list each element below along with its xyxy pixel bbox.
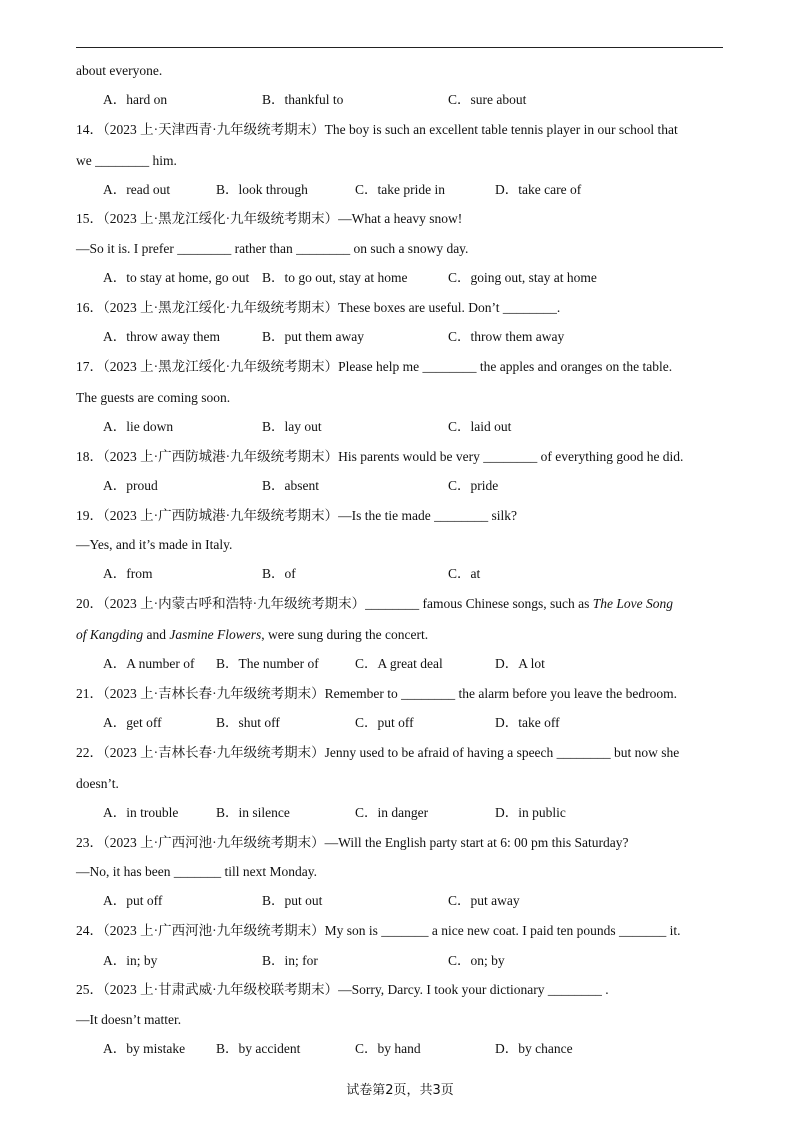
- question-source: （2023 上·广西河池·九年级统考期末）: [103, 835, 325, 850]
- question-number: 24．: [76, 923, 103, 938]
- option-b: B．put them away: [262, 329, 364, 344]
- question-22-line2: doesn’t.: [76, 776, 119, 791]
- option-b: B．of: [262, 566, 296, 581]
- question-stem: His parents would be very ________ of everything good he did.: [338, 449, 684, 464]
- option-c: C．sure about: [448, 92, 527, 107]
- option-a: A．A number of: [103, 656, 195, 671]
- question-number: 25．: [76, 982, 103, 997]
- option-b: B．The number of: [216, 656, 319, 671]
- question-15-line2: —So it is. I prefer ________ rather than ________ on such a snowy day.: [76, 241, 469, 256]
- option-b: B．thankful to: [262, 92, 344, 107]
- option-a: A．in; by: [103, 953, 158, 968]
- option-b: B．look through: [216, 182, 308, 197]
- option-b: B．shut off: [216, 715, 280, 730]
- option-d: D．in public: [495, 805, 566, 820]
- question-14-line2: we ________ him.: [76, 153, 177, 168]
- option-a: A．get off: [103, 715, 162, 730]
- header-rule: [76, 47, 723, 48]
- option-a: A．from: [103, 566, 153, 581]
- option-c: C．pride: [448, 478, 499, 493]
- question-23: [76, 834, 629, 852]
- question-number: 20．: [76, 596, 103, 611]
- option-a: A．in trouble: [103, 805, 179, 820]
- question-19-line2: —Yes, and it’s made in Italy.: [76, 537, 233, 552]
- option-c: C．by hand: [355, 1041, 421, 1056]
- question-stem: —What a heavy snow!: [338, 211, 463, 226]
- option-d: D．take care of: [495, 182, 582, 197]
- question-source: （2023 上·黑龙江绥化·九年级统考期末）: [103, 211, 339, 226]
- question-number: 17．: [76, 359, 103, 374]
- option-c: C．laid out: [448, 419, 512, 434]
- question-stem: My son is _______ a nice new coat. I paid ten pounds _______ it.: [324, 923, 681, 938]
- option-a: A．throw away them: [103, 329, 220, 344]
- question-source: （2023 上·甘肃武威·九年级校联考期末）: [103, 982, 339, 997]
- question-21: [76, 685, 677, 703]
- question-20: [76, 595, 673, 613]
- option-b: B．lay out: [262, 419, 322, 434]
- option-a: A．proud: [103, 478, 158, 493]
- question-source: （2023 上·吉林长春·九年级统考期末）: [103, 745, 325, 760]
- option-b: B．put out: [262, 893, 323, 908]
- option-c: C．put away: [448, 893, 520, 908]
- option-c: C．throw them away: [448, 329, 565, 344]
- option-a: A．by mistake: [103, 1041, 186, 1056]
- option-a: A．put off: [103, 893, 163, 908]
- option-d: D．take off: [495, 715, 560, 730]
- question-number: 14．: [76, 122, 103, 137]
- question-stem: Jenny used to be afraid of having a speech ________ but now she: [324, 745, 680, 760]
- option-b: B．by accident: [216, 1041, 301, 1056]
- question-17-line2: The guests are coming soon.: [76, 390, 231, 405]
- option-c: C．in danger: [355, 805, 429, 820]
- song-title: of Kangding: [76, 627, 144, 642]
- question-14: [76, 121, 678, 139]
- question-25-line2: —It doesn’t matter.: [76, 1012, 182, 1027]
- option-c: C．put off: [355, 715, 414, 730]
- page-footer: 试卷第2页，共3页: [346, 1083, 454, 1098]
- question-15: [76, 210, 462, 228]
- question-19: [76, 507, 517, 525]
- question-source: （2023 上·黑龙江绥化·九年级统考期末）: [103, 300, 339, 315]
- question-20-line2: of Kangding and Jasmine Flowers, were sung during the concert.: [76, 627, 429, 642]
- question-25: [76, 981, 609, 999]
- question-source: （2023 上·内蒙古呼和浩特·九年级统考期末）: [103, 596, 366, 611]
- question-stem: These boxes are useful. Don’t ________.: [338, 300, 561, 315]
- song-title: The Love Song: [592, 596, 673, 611]
- option-b: B．in; for: [262, 953, 318, 968]
- question-number: 21．: [76, 686, 103, 701]
- option-a: A．hard on: [103, 92, 168, 107]
- question-number: 19．: [76, 508, 103, 523]
- question-23-line2: —No, it has been _______ till next Monday.: [76, 864, 317, 879]
- question-stem: —Sorry, Darcy. I took your dictionary ________ .: [338, 982, 609, 997]
- option-a: A．lie down: [103, 419, 174, 434]
- option-c: C．at: [448, 566, 481, 581]
- question-stem: The boy is such an excellent table tennis player in our school that: [324, 122, 678, 137]
- question-source: （2023 上·黑龙江绥化·九年级统考期末）: [103, 359, 339, 374]
- option-b: B．absent: [262, 478, 319, 493]
- option-c: C．going out, stay at home: [448, 270, 597, 285]
- option-d: D．by chance: [495, 1041, 573, 1056]
- question-number: 22．: [76, 745, 103, 760]
- question-number: 15．: [76, 211, 103, 226]
- question-source: （2023 上·天津西青·九年级统考期末）: [103, 122, 325, 137]
- question-24: [76, 922, 680, 940]
- option-b: B．in silence: [216, 805, 290, 820]
- option-a: A．read out: [103, 182, 171, 197]
- question-22: [76, 744, 679, 762]
- option-b: B．to go out, stay at home: [262, 270, 408, 285]
- question-stem: ________ famous Chinese songs, such as: [365, 596, 593, 611]
- option-c: C．on; by: [448, 953, 505, 968]
- option-a: A．to stay at home, go out: [103, 270, 250, 285]
- question-stem: —Is the tie made ________ silk?: [338, 508, 517, 523]
- question-source: （2023 上·广西防城港·九年级统考期末）: [103, 449, 339, 464]
- question-source: （2023 上·广西河池·九年级统考期末）: [103, 923, 325, 938]
- question-stem: —Will the English party start at 6: 00 pm this Saturday?: [324, 835, 629, 850]
- question-number: 23．: [76, 835, 103, 850]
- question-source: （2023 上·吉林长春·九年级统考期末）: [103, 686, 325, 701]
- option-d: D．A lot: [495, 656, 545, 671]
- option-c: C．take pride in: [355, 182, 445, 197]
- question-number: 18．: [76, 449, 103, 464]
- option-c: C．A great deal: [355, 656, 443, 671]
- question-16: [76, 299, 560, 317]
- carry-over-text: about everyone.: [76, 63, 163, 78]
- question-source: （2023 上·广西防城港·九年级统考期末）: [103, 508, 339, 523]
- question-stem: Remember to ________ the alarm before you leave the bedroom.: [324, 686, 678, 701]
- question-number: 16．: [76, 300, 103, 315]
- question-17: [76, 358, 672, 376]
- question-18: [76, 448, 683, 466]
- question-stem: Please help me ________ the apples and oranges on the table.: [338, 359, 673, 374]
- song-title: Jasmine Flowers: [169, 627, 262, 642]
